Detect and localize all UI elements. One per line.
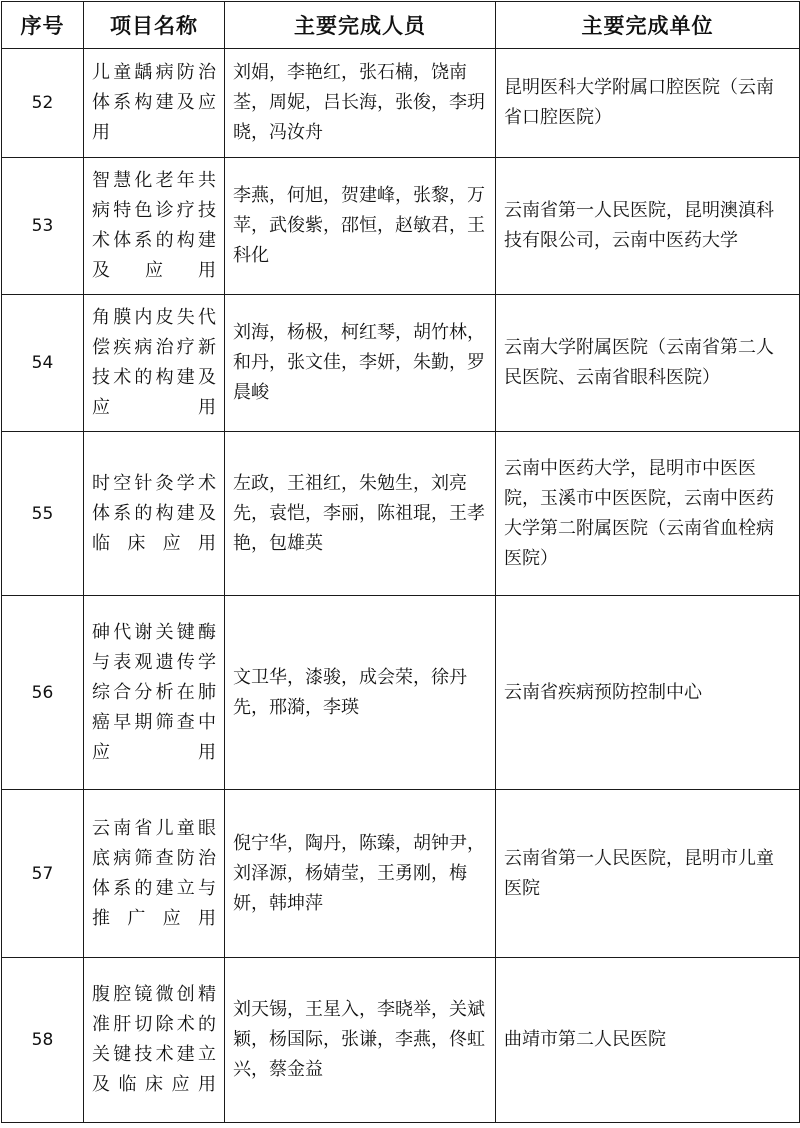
- table-row: [2, 49, 800, 158]
- header-people: 主要完成人员: [225, 2, 496, 49]
- row-people: 左政，王祖红，朱勉生，刘亮先，袁恺，李丽，陈祖琨，王孝艳，包雄英: [225, 432, 496, 596]
- row-units: 昆明医科大学附属口腔医院（云南省口腔医院）: [496, 49, 800, 158]
- row-project: 云南省儿童眼底病筛查防治体系的建立与推广应用: [84, 790, 225, 958]
- row-index: 56: [2, 596, 84, 790]
- row-units: 云南省第一人民医院，昆明市儿童医院: [496, 790, 800, 958]
- table-row: [2, 790, 800, 958]
- row-index: 57: [2, 790, 84, 958]
- row-project: 儿童龋病防治体系构建及应用: [84, 49, 225, 158]
- row-project: 腹腔镜微创精准肝切除术的关键技术建立及临床应用: [84, 958, 225, 1123]
- row-index: 52: [2, 49, 84, 158]
- row-people: 文卫华，漆骏，成会荣，徐丹先，邢漪，李瑛: [225, 596, 496, 790]
- row-people: 刘海，杨极，柯红琴，胡竹林，和丹，张文佳，李妍，朱勤，罗晨峻: [225, 295, 496, 432]
- row-index: 55: [2, 432, 84, 596]
- row-project: 时空针灸学术体系的构建及临床应用: [84, 432, 225, 596]
- header-row: [2, 2, 800, 49]
- table-row: [2, 432, 800, 596]
- header-units: 主要完成单位: [496, 2, 800, 49]
- row-project: 智慧化老年共病特色诊疗技术体系的构建及应用: [84, 158, 225, 295]
- row-project: 角膜内皮失代偿疾病治疗新技术的构建及应用: [84, 295, 225, 432]
- row-index: 58: [2, 958, 84, 1123]
- row-units: 云南大学附属医院（云南省第二人民医院、云南省眼科医院）: [496, 295, 800, 432]
- row-people: 李燕，何旭，贺建峰，张黎，万苹，武俊紫，邵恒，赵敏君，王科化: [225, 158, 496, 295]
- awards-table: [1, 1, 800, 1123]
- header-index: 序号: [2, 2, 84, 49]
- table-row: [2, 158, 800, 295]
- row-units: 云南省第一人民医院，昆明澳滇科技有限公司，云南中医药大学: [496, 158, 800, 295]
- row-people: 刘娟，李艳红，张石楠，饶南荃，周妮，吕长海，张俊，李玥晓，冯汝舟: [225, 49, 496, 158]
- row-units: 曲靖市第二人民医院: [496, 958, 800, 1123]
- row-index: 54: [2, 295, 84, 432]
- row-project: 砷代谢关键酶与表观遗传学综合分析在肺癌早期筛查中应用: [84, 596, 225, 790]
- table-row: [2, 295, 800, 432]
- table-row: [2, 596, 800, 790]
- row-index: 53: [2, 158, 84, 295]
- row-people: 刘天锡，王星入，李晓举，关斌颖，杨国际，张谦，李燕，佟虹兴，蔡金益: [225, 958, 496, 1123]
- row-people: 倪宁华，陶丹，陈臻，胡钟尹，刘泽源，杨婧莹，王勇刚，梅妍，韩坤萍: [225, 790, 496, 958]
- row-units: 云南省疾病预防控制中心: [496, 596, 800, 790]
- row-units: 云南中医药大学，昆明市中医医院，玉溪市中医医院，云南中医药大学第二附属医院（云南省血栓病医院）: [496, 432, 800, 596]
- header-project: 项目名称: [84, 2, 225, 49]
- table-row: [2, 958, 800, 1123]
